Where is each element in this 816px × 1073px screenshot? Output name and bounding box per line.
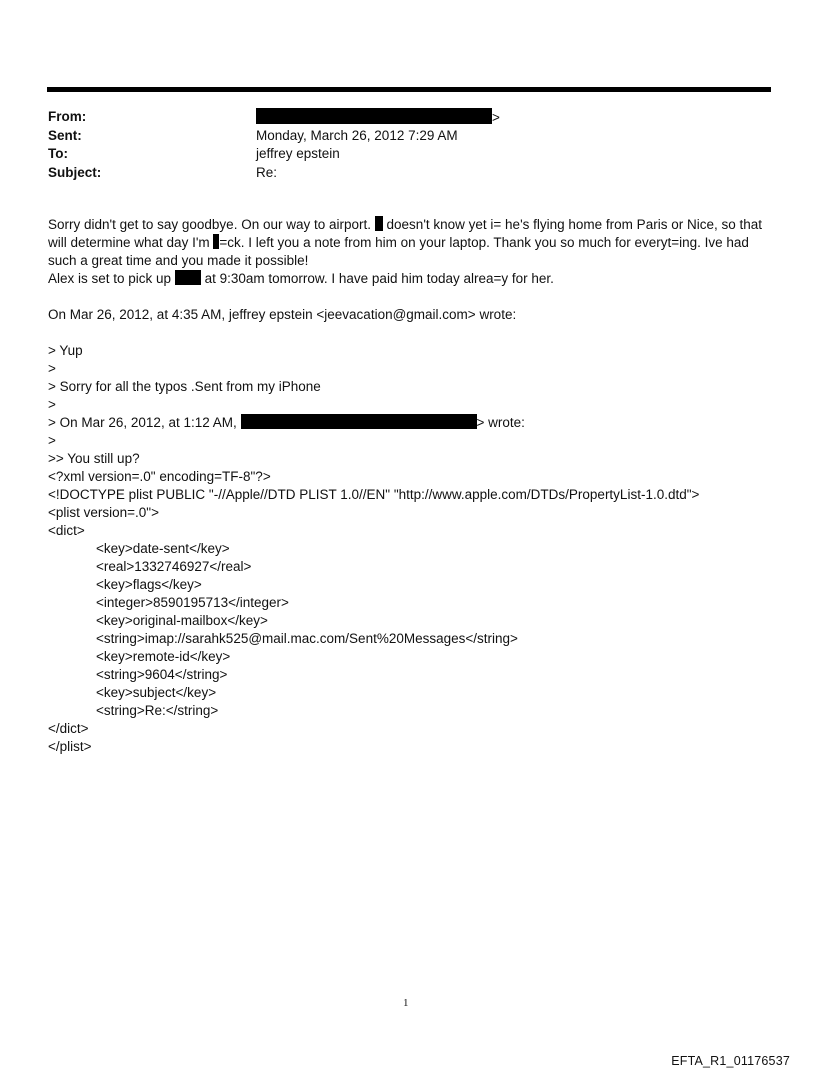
message-text: will determine what day I'm — [48, 235, 210, 250]
plist-line: <?xml version=.0" encoding=TF-8"?> — [48, 469, 271, 484]
quoted-text: > On Mar 26, 2012, at 1:12 AM, — [48, 415, 237, 430]
quoted-text: > wrote: — [476, 415, 525, 430]
plist-line: <string>imap://sarahk525@mail.mac.com/Sent%20Messages</string> — [96, 631, 518, 646]
redaction-block — [375, 216, 383, 231]
to-value: jeffrey epstein — [256, 146, 340, 161]
message-text: Alex is set to pick up — [48, 271, 172, 286]
message-text: such a great time and you made it possible! — [48, 253, 309, 268]
quoted-line: > — [48, 433, 56, 448]
message-paragraph-2 — [48, 270, 778, 288]
reply-header: On Mar 26, 2012, at 4:35 AM, jeffrey epstein <jeevacation@gmail.com> wrote: — [48, 307, 517, 322]
message-text: =ck. I left you a note from him on your laptop. Thank you so much for everyt=ing. Ive had — [219, 235, 749, 250]
message-text: Sorry didn't get to say goodbye. On our way to airport. — [48, 217, 371, 232]
quoted-line: > Yup — [48, 343, 83, 358]
redaction-block — [241, 414, 477, 429]
plist-line: <key>date-sent</key> — [96, 541, 230, 556]
plist-line: <key>subject</key> — [96, 685, 217, 700]
sent-value: Monday, March 26, 2012 7:29 AM — [256, 127, 458, 143]
message-text: at 9:30am tomorrow. I have paid him today alrea=y for her. — [204, 271, 554, 286]
plist-line: <integer>8590195713</integer> — [96, 595, 289, 610]
from-label: From: — [48, 109, 87, 124]
subject-value: Re: — [256, 164, 278, 180]
plist-line: </plist> — [48, 739, 92, 754]
document-id: EFTA_R1_01176537 — [671, 1054, 790, 1068]
email-body — [48, 216, 778, 756]
plist-line: <key>flags</key> — [96, 577, 202, 592]
plist-line: <string>9604</string> — [96, 667, 228, 682]
page-number: 1 — [403, 997, 409, 1009]
plist-line: <key>original-mailbox</key> — [96, 613, 268, 628]
plist-line: </dict> — [48, 721, 89, 736]
plist-line: <real>1332746927</real> — [96, 559, 252, 574]
quoted-line — [48, 414, 778, 432]
to-label: To: — [48, 146, 68, 161]
message-paragraph-1 — [48, 216, 778, 270]
plist-line: <!DOCTYPE plist PUBLIC "-//Apple//DTD PLIST 1.0//EN" "http://www.apple.com/DTDs/PropertyList-1.0.dtd"> — [48, 487, 700, 502]
quoted-line: > — [48, 361, 56, 376]
plist-line: <dict> — [48, 523, 85, 538]
redaction-block — [256, 108, 492, 124]
message-text: doesn't know yet i= he's flying home from Paris or Nice, so that — [386, 217, 762, 232]
plist-line: <key>remote-id</key> — [96, 649, 231, 664]
quoted-line: >> You still up? — [48, 451, 140, 466]
sent-label: Sent: — [48, 127, 82, 143]
quoted-line: > — [48, 397, 56, 412]
quoted-line: > Sorry for all the typos .Sent from my iPhone — [48, 379, 321, 394]
redaction-block — [175, 270, 201, 285]
header-rule — [47, 87, 771, 92]
from-suffix: > — [492, 110, 500, 125]
plist-line: <plist version=.0"> — [48, 505, 159, 520]
from-value — [256, 108, 500, 128]
plist-line: <string>Re:</string> — [96, 703, 219, 718]
subject-label: Subject: — [48, 164, 102, 180]
